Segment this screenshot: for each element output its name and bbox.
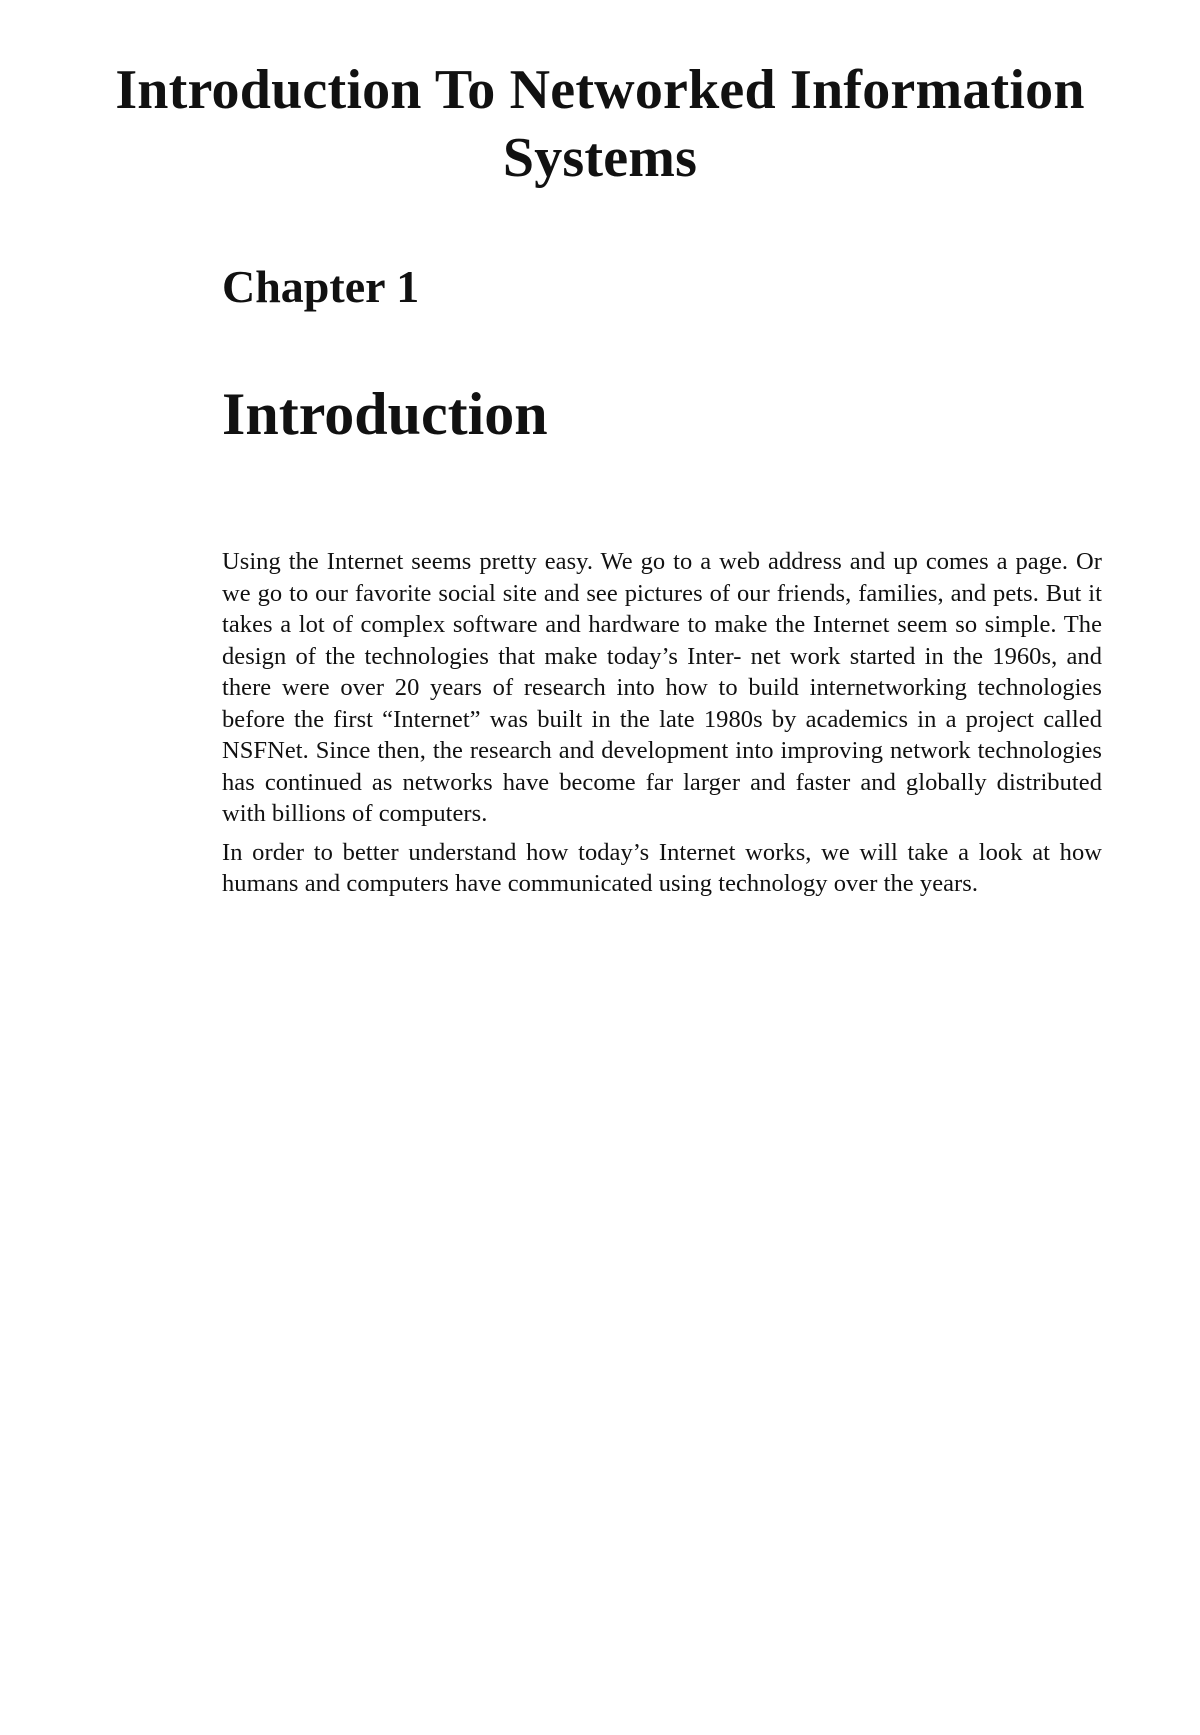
body-paragraph: Using the Internet seems pretty easy. We go to a web address and up comes a page. Or we go to our favorite social site and see pictures of our friends, families, and pets. But it takes a lot of complex software and hardware to make the Internet seem so simple. The design of the technologies that make today’s Inter- net work started in the 1960s, and there were over 20 years of research into how to build internetworking technologies before the first “Internet” was built in the late 1980s by academics in a project called NSFNet. Since then, the research and development into improving network technologies has continued as networks have become far larger and faster and globally distributed with billions of computers. xyxy=(222,548,1102,827)
chapter-body xyxy=(222,546,1102,907)
chapter-number-label: Chapter 1 xyxy=(222,261,420,312)
chapter-heading xyxy=(222,258,1102,447)
body-paragraph: In order to better understand how today’s Internet works, we will take a look at how humans and computers have communicated using technology over the years. xyxy=(222,838,1102,897)
document-title: Introduction To Networked Information Systems xyxy=(115,59,1085,189)
chapter-title: Introduction xyxy=(222,381,548,447)
